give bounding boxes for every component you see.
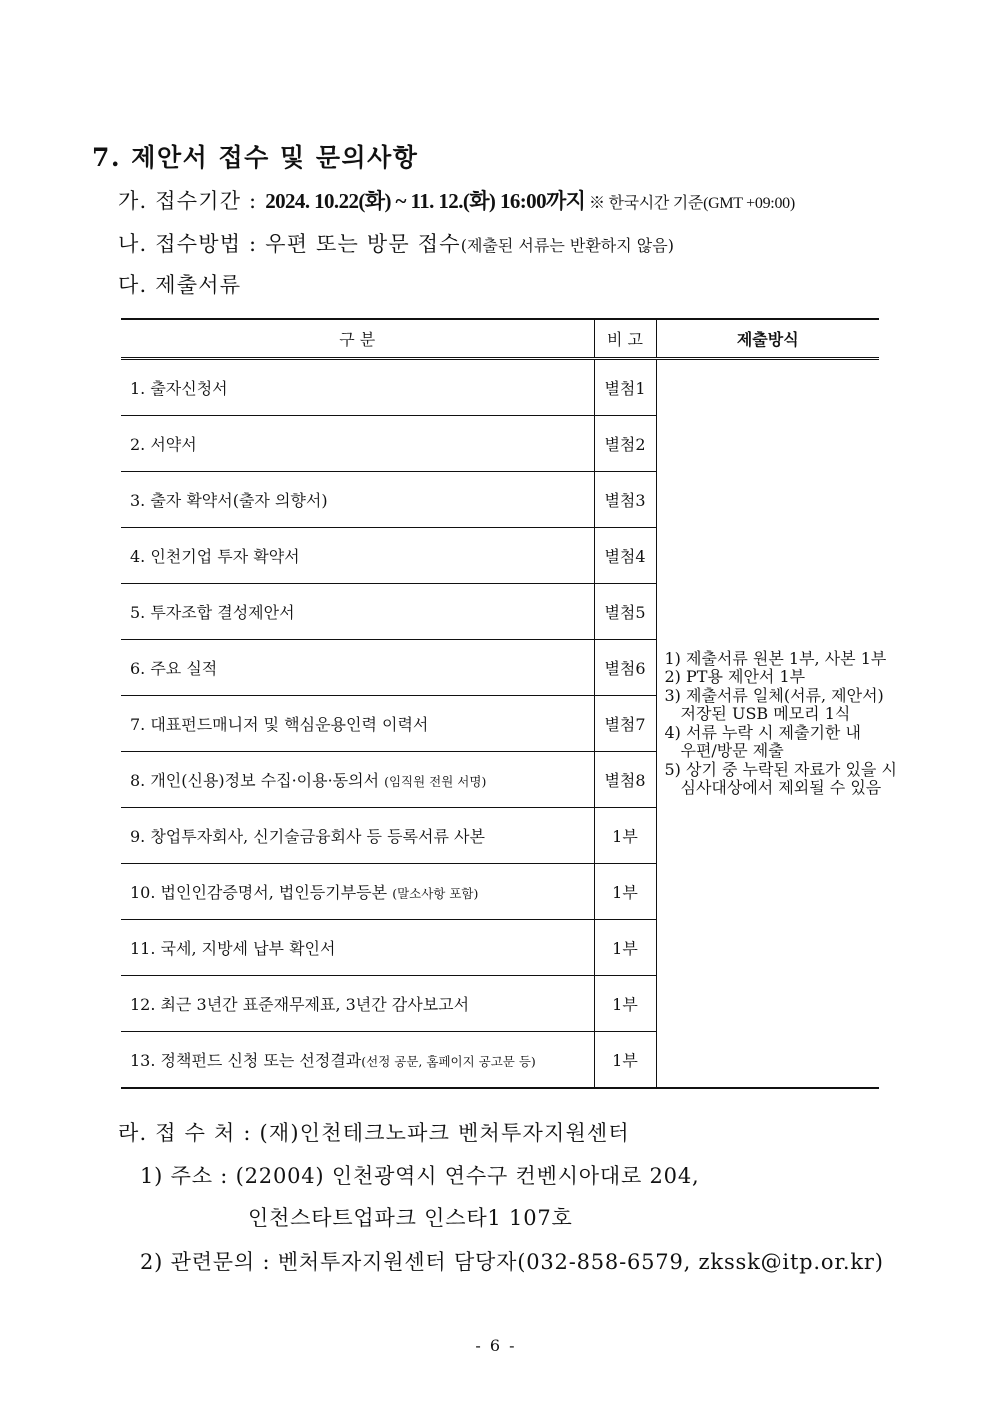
row-ref: 1부 [594,1032,656,1089]
row-item-text: 9. 창업투자회사, 신기술금융회사 등 등록서류 사본 [130,827,485,846]
period-note: ※ 한국시간 기준(GMT +09:00) [585,195,795,212]
row-item-text: 12. 최근 3년간 표준재무제표, 3년간 감사보고서 [130,995,470,1014]
method-note: (제출된 서류는 반환하지 않음) [460,236,674,255]
period-line [118,185,795,215]
row-item-text: 5. 투자조합 결성제안서 [130,603,295,622]
method-line-2: 2) PT용 제안서 1부 [664,667,806,686]
row-item-text: 4. 인천기업 투자 확약서 [130,547,300,566]
documents-table [121,318,897,1089]
row-item [121,528,594,584]
period-value: 2024. 10.22(화) ~ 11. 12.(화) 16:00까지 [265,189,586,213]
row-item-text: 11. 국세, 지방세 납부 확인서 [130,939,336,958]
contact-line: 2) 관련문의 : 벤처투자지원센터 담당자(032-858-6579, zkssk@itp.or.kr) [140,1250,884,1274]
row-ref: 1부 [594,976,656,1032]
row-item [121,696,594,752]
row-item [121,752,594,808]
address-line-2: 인천스타트업파크 인스타1 107호 [248,1206,573,1230]
method-label: 나. 접수방법 : 우편 또는 방문 접수 [118,232,461,256]
row-item [121,976,594,1032]
table-header-row [121,319,879,359]
row-item-text: 6. 주요 실적 [130,659,218,678]
method-line-6: 우편/방문 제출 [680,741,784,760]
row-item-text: 7. 대표펀드매니저 및 핵심운용인력 이력서 [130,715,429,734]
row-ref: 별첨2 [594,416,656,472]
row-item [121,640,594,696]
table-row [121,359,879,416]
row-item-text: 2. 서약서 [130,435,197,454]
row-item-text: 3. 출자 확약서(출자 의향서) [130,491,328,510]
row-ref: 별첨6 [594,640,656,696]
row-item-note: (임직원 전원 서명) [384,774,487,789]
row-item [121,416,594,472]
row-item-note: (말소사항 포함) [392,886,479,901]
row-item [121,1032,594,1089]
method-line-4: 저장된 USB 메모리 1식 [680,704,851,723]
submit-method-cell [656,359,897,1089]
method-line-1: 1) 제출서류 원본 1부, 사본 1부 [664,648,887,668]
row-ref: 1부 [594,864,656,920]
reception-label: 라. 접 수 처 : (재)인천테크노파크 벤처투자지원센터 [118,1121,630,1145]
section-title: 7. 제안서 접수 및 문의사항 [92,143,419,172]
row-item-text: 13. 정책펀드 신청 또는 선정결과 [130,1051,362,1070]
period-label: 가. 접수기간 : [118,189,266,213]
method-line-5: 4) 서류 누락 시 제출기한 내 [664,722,861,742]
row-item-text: 8. 개인(신용)정보 수집·이용·동의서 [130,771,385,790]
row-item [121,864,594,920]
row-ref: 별첨8 [594,752,656,808]
row-ref: 1부 [594,920,656,976]
row-item [121,584,594,640]
row-ref: 별첨1 [594,359,656,416]
row-ref: 별첨7 [594,696,656,752]
header-submit-method: 제출방식 [656,319,879,359]
row-ref: 별첨5 [594,584,656,640]
row-ref: 별첨4 [594,528,656,584]
method-line [118,228,674,258]
row-item [121,920,594,976]
row-item-text: 10. 법인인감증명서, 법인등기부등본 [130,883,393,902]
method-line-8: 심사대상에서 제외될 수 있음 [680,778,882,797]
row-item [121,472,594,528]
header-remark: 비 고 [594,319,656,359]
row-item-text: 1. 출자신청서 [130,379,228,398]
page-number: - 6 - [475,1336,517,1355]
row-ref: 1부 [594,808,656,864]
method-line-3: 3) 제출서류 일체(서류, 제안서) [664,685,884,705]
method-line-7: 5) 상기 중 누락된 자료가 있을 시 [664,759,897,779]
row-ref: 별첨3 [594,472,656,528]
row-item [121,808,594,864]
docs-label: 다. 제출서류 [118,273,242,297]
header-category: 구 분 [121,319,594,359]
row-item [121,359,594,416]
row-item-note: (선정 공문, 홈페이지 공고문 등) [361,1054,536,1069]
address-line-1: 1) 주소 : (22004) 인천광역시 연수구 컨벤시아대로 204, [140,1164,700,1188]
